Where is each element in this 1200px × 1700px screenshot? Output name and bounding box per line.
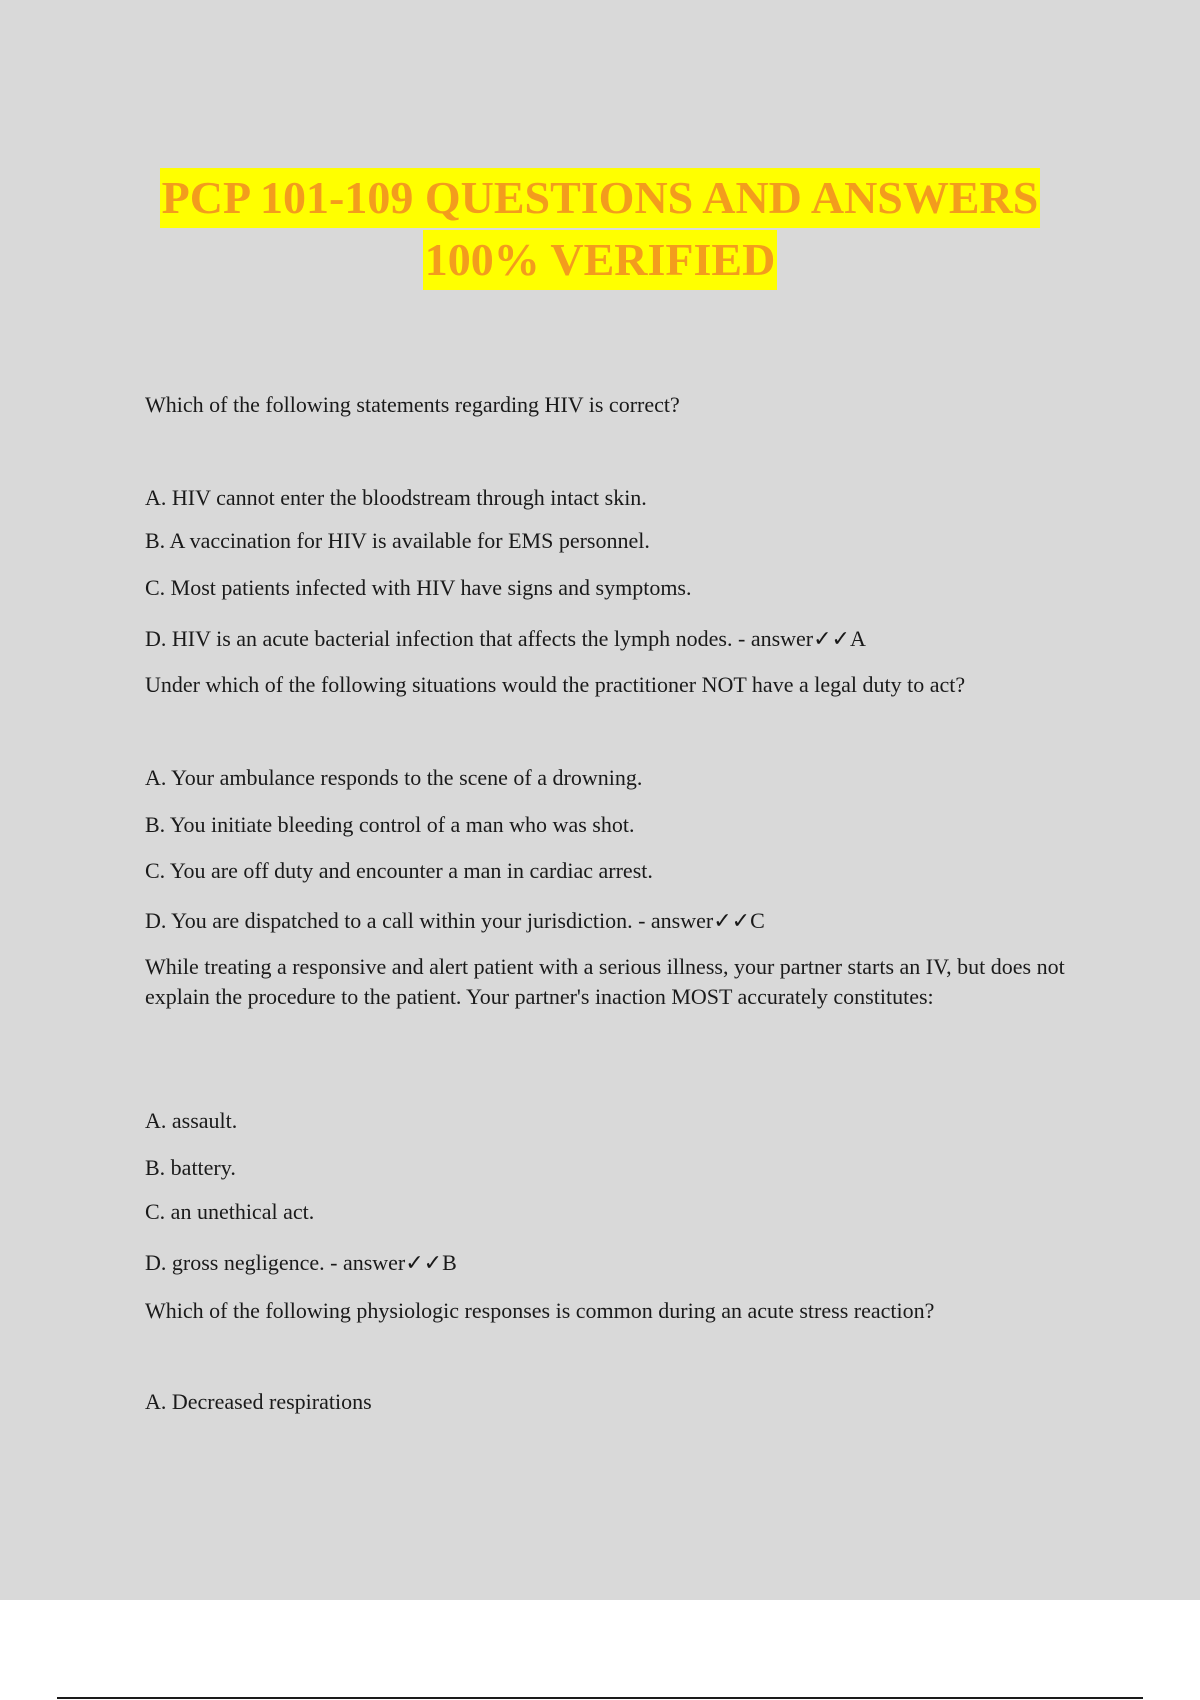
q4-option-a: A. Decreased respirations [145, 1389, 372, 1414]
q1-option-d-answer: D. HIV is an acute bacterial infection that affects the lymph nodes. - answer✓✓A [145, 626, 866, 651]
q2-option-b: B. You initiate bleeding control of a man who was shot. [145, 812, 635, 837]
q3-option-a: A. assault. [145, 1108, 238, 1133]
q2-option-a: A. Your ambulance responds to the scene of a drowning. [145, 765, 643, 790]
q2-option-d-answer: D. You are dispatched to a call within your jurisdiction. - answer✓✓C [145, 908, 765, 933]
q3-option-c: C. an unethical act. [145, 1199, 315, 1224]
document-title [0, 168, 1200, 292]
question-2: Under which of the following situations would the practitioner NOT have a legal duty to act? [145, 672, 966, 697]
title-line-2: 100% VERIFIED [423, 230, 778, 290]
q3-option-b: B. battery. [145, 1155, 236, 1180]
q1-option-c: C. Most patients infected with HIV have signs and symptoms. [145, 575, 692, 600]
title-line-1: PCP 101-109 QUESTIONS AND ANSWERS [160, 168, 1041, 228]
q2-option-c: C. You are off duty and encounter a man in cardiac arrest. [145, 858, 653, 883]
footer-rule [57, 1697, 1143, 1699]
q3-option-d-answer: D. gross negligence. - answer✓✓B [145, 1250, 457, 1275]
q1-option-b: B. A vaccination for HIV is available for EMS personnel. [145, 528, 650, 553]
question-3: While treating a responsive and alert patient with a serious illness, your partner starts an IV, but does not explain the procedure to the patient. Your partner's inaction MOST accurately constitutes: [145, 954, 1065, 1009]
question-4: Which of the following physiologic responses is common during an acute stress reaction? [145, 1298, 935, 1323]
question-1: Which of the following statements regarding HIV is correct? [145, 392, 680, 417]
q1-option-a: A. HIV cannot enter the bloodstream through intact skin. [145, 485, 647, 510]
